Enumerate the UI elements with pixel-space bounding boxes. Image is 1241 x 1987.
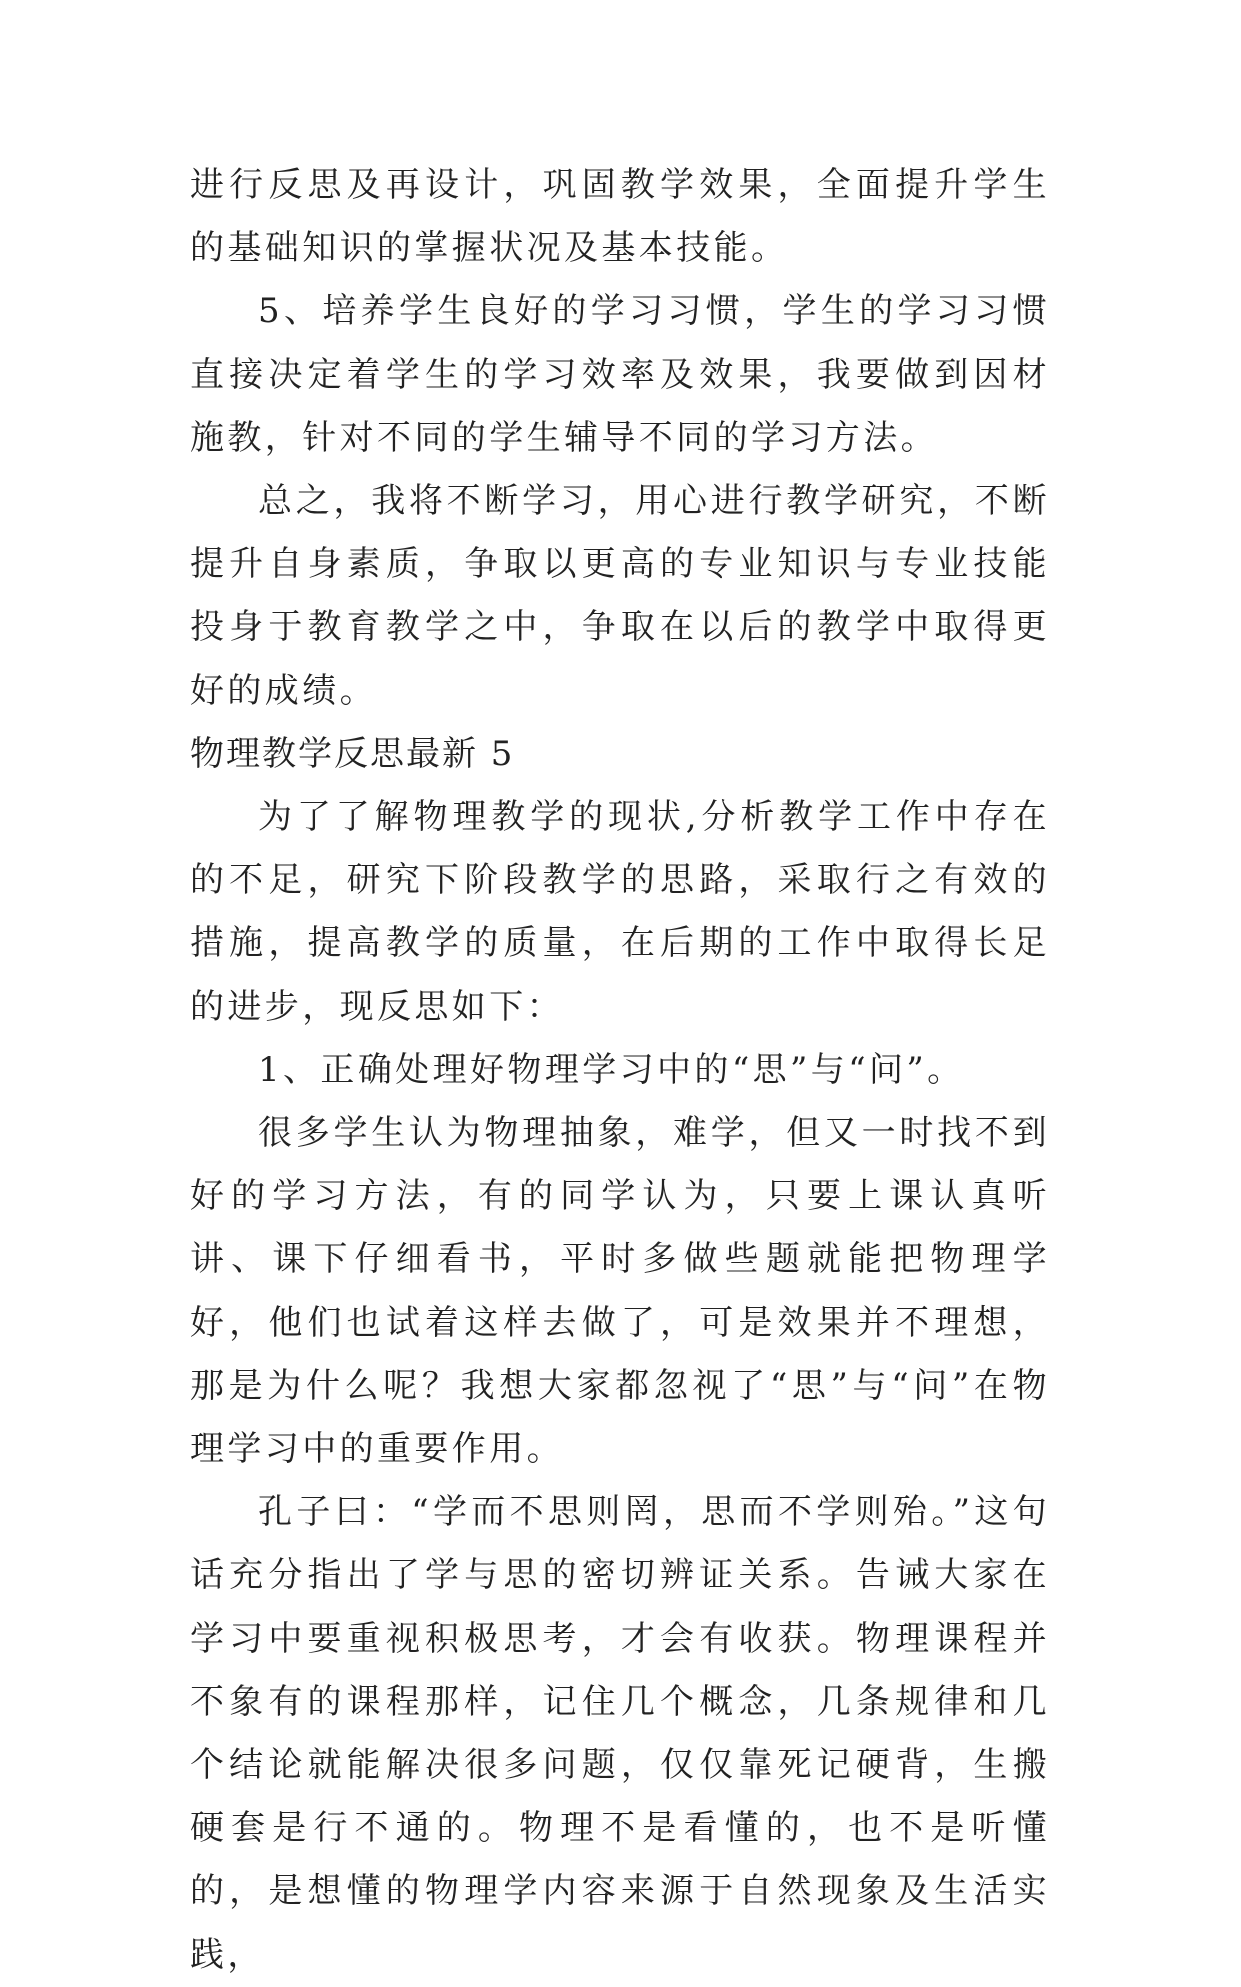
paragraph-point-1: 1、正确处理好物理学习中的“思”与“问”。 [258, 1049, 965, 1090]
paragraph-habits: 5、培养学生良好的学习习惯，学生的学习习惯直接决定着学生的学习效率及效果，我要做到因材施教，针对不同的学生辅导不同的学习方法。 [190, 291, 1050, 458]
paragraph-summary: 总之，我将不断学习，用心进行教学研究，不断提升自身素质，争取以更高的专业知识与专业技能投身于教育教学之中，争取在以后的教学中取得更好的成绩。 [190, 481, 1050, 711]
document-body [190, 154, 1050, 1987]
paragraph-students: 很多学生认为物理抽象，难学，但又一时找不到好的学习方法，有的同学认为，只要上课认真听讲、课下仔细看书，平时多做些题就能把物理学好，他们也试着这样去做了，可是效果并不理想，那是为什么呢？我想大家都忽视了“思”与“问”在物理学习中的重要作用。 [190, 1113, 1050, 1470]
paragraph-continuation: 进行反思及再设计，巩固教学效果，全面提升学生的基础知识的掌握状况及基本技能。 [190, 165, 1050, 269]
section-heading: 物理教学反思最新 5 [190, 733, 515, 774]
paragraph-intro: 为了了解物理教学的现状,分析教学工作中存在的不足，研究下阶段教学的思路，采取行之有效的措施，提高教学的质量，在后期的工作中取得长足的进步，现反思如下： [190, 797, 1050, 1027]
paragraph-confucius: 孔子曰：“学而不思则罔，思而不学则殆。”这句话充分指出了学与思的密切辨证关系。告诫大家在学习中要重视积极思考，才会有收获。物理课程并不象有的课程那样，记住几个概念，几条规律和几个结论就能解决很多问题，仅仅靠死记硬背，生搬硬套是行不通的。物理不是看懂的，也不是听懂的，是想懂的物理学内容来源于自然现象及生活实践， [190, 1492, 1050, 1975]
